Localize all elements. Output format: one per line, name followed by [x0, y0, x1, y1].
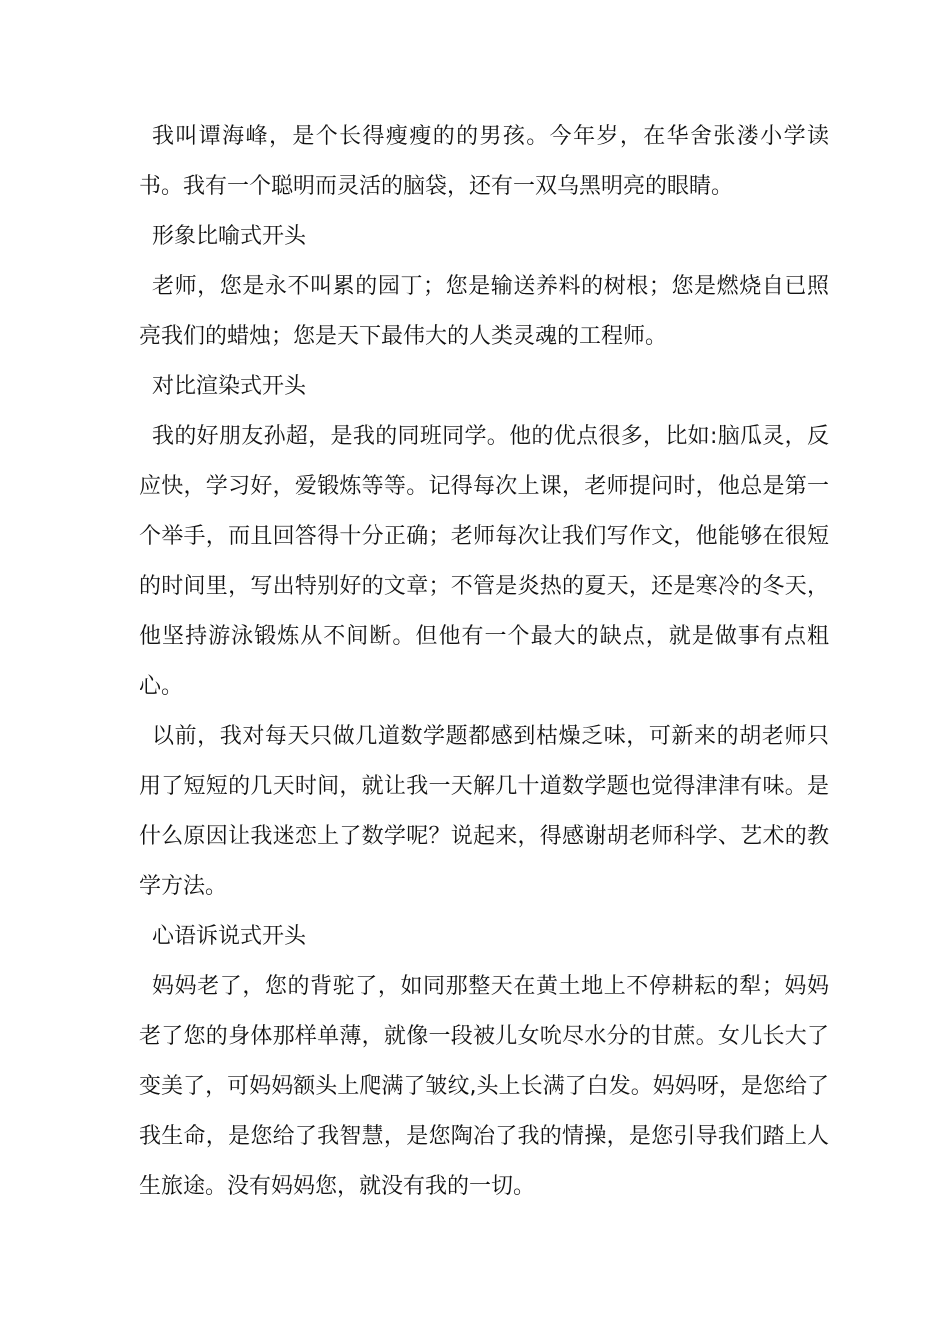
document-body: [139, 112, 829, 1212]
section-heading-contrast: 对比渲染式开头: [152, 374, 307, 399]
paragraph-friend: 我的好朋友孙超，是我的同班同学。他的优点很多，比如:脑瓜灵，反应快，学习好，爱锻炼等等。记得每次上课，老师提问时，他总是第一个举手，而且回答得十分正确；老师每次让我们写作文，他能够在很短的时间里，写出特别好的文章；不管是炎热的夏天，还是寒冷的冬天，他坚持游泳锻炼从不间断。但他有一个最大的缺点，就是做事有点粗心。: [139, 424, 829, 699]
paragraph-self-intro: 我叫谭海峰，是个长得瘦瘦的的男孩。今年岁，在华舍张溇小学读书。我有一个聪明而灵活的脑袋，还有一双乌黑明亮的眼睛。: [139, 124, 829, 199]
paragraph-teacher: 老师，您是永不叫累的园丁；您是输送养料的树根；您是燃烧自已照亮我们的蜡烛；您是天下最伟大的人类灵魂的工程师。: [139, 274, 829, 349]
section-heading-metaphor: 形象比喻式开头: [152, 224, 307, 249]
paragraph-mother: 妈妈老了，您的背驼了，如同那整天在黄土地上不停耕耘的犁；妈妈老了您的身体那样单薄，就像一段被儿女吮尽水分的甘蔗。女儿长大了变美了，可妈妈额头上爬满了皱纹,头上长满了白发。妈妈呀，是您给了我生命，是您给了我智慧，是您陶冶了我的情操，是您引导我们踏上人生旅途。没有妈妈您，就没有我的一切。: [139, 974, 829, 1199]
paragraph-math: 以前，我对每天只做几道数学题都感到枯燥乏味，可新来的胡老师只用了短短的几天时间，就让我一天解几十道数学题也觉得津津有味。是什么原因让我迷恋上了数学呢？说起来，得感谢胡老师科学、艺术的教学方法。: [139, 724, 829, 899]
section-heading-heart: 心语诉说式开头: [152, 924, 307, 949]
